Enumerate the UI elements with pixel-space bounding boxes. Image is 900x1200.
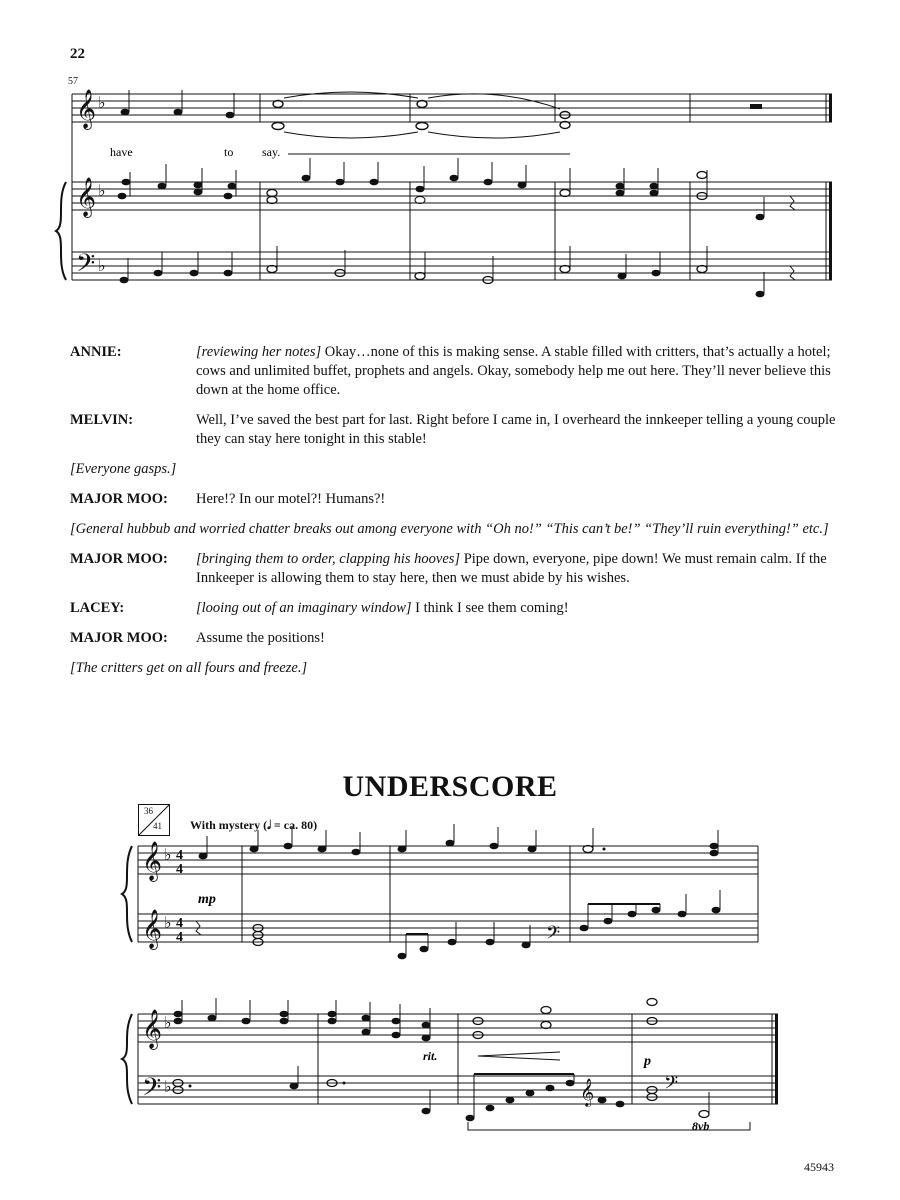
lyric-say: say.	[262, 145, 281, 159]
bass-clef-icon: 𝄢	[76, 249, 96, 284]
ottava-marking: 8vb	[692, 1119, 710, 1133]
svg-text:𝄞: 𝄞	[580, 1078, 595, 1106]
flat-icon: ♭	[164, 915, 172, 932]
svg-text:𝄢: 𝄢	[546, 923, 561, 948]
stage-direction: [looing out of an imaginary window]	[196, 600, 412, 616]
stage-direction: [General hubbub and worried chatter breaks out among everyone with “Oh no!” “This can’t be!” “They’ll ruin everything!” etc.]	[70, 521, 829, 537]
flat-icon: ♭	[164, 1079, 172, 1096]
catalog-number: 45943	[804, 1160, 834, 1174]
time-signature: 4	[176, 862, 183, 877]
dialogue-text: Pipe down, everyone, pipe down! We must remain calm. If the Innkeeper is allowing them to stay here, then we must abide by his wishes.	[196, 551, 827, 586]
underscore-treble-notes-1	[199, 824, 719, 859]
score-system-vocal-piano	[0, 0, 900, 330]
svg-text:𝄢: 𝄢	[664, 1073, 679, 1098]
stage-direction: [bringing them to order, clapping his hooves]	[196, 551, 461, 567]
speaker-name: MAJOR MOO:	[70, 551, 168, 567]
speaker-name: MELVIN:	[70, 412, 134, 428]
time-signature: 4	[176, 848, 183, 863]
piano-brace	[56, 182, 66, 280]
dialogue-line	[70, 343, 840, 400]
dialogue-line	[70, 599, 840, 618]
measure-number: 57	[68, 76, 78, 87]
piano-treble-staff	[72, 182, 832, 210]
piano-brace	[122, 1014, 132, 1104]
speaker-name: MAJOR MOO:	[70, 630, 168, 646]
underscore-bass-notes-2	[173, 1066, 709, 1121]
hairpin	[478, 1052, 560, 1060]
score-underscore	[0, 830, 900, 1140]
dialogue-text: Assume the positions!	[196, 630, 325, 646]
speaker-name: MAJOR MOO:	[70, 491, 168, 507]
treble-clef-icon: 𝄞	[76, 89, 97, 129]
flat-icon: ♭	[164, 1015, 172, 1032]
lyric-to: to	[224, 145, 234, 159]
dialogue-text: Here!? In our motel?! Humans?!	[196, 491, 386, 507]
tempo-marking: With mystery (𝅗𝅥 = ca. 80)	[190, 818, 318, 832]
speaker-name: ANNIE:	[70, 344, 122, 360]
bass-clef-icon: 𝄢	[142, 1073, 162, 1108]
script-dialogue	[70, 343, 840, 689]
piano-brace	[122, 846, 132, 942]
time-signature: 4	[176, 930, 183, 945]
flat-icon: ♭	[164, 847, 172, 864]
section-title: UNDERSCORE	[342, 770, 558, 803]
stage-direction: [Everyone gasps.]	[70, 461, 177, 477]
flat-icon: ♭	[98, 183, 106, 200]
lyric-have: have	[110, 145, 133, 159]
dynamic-p: p	[644, 1054, 651, 1069]
flat-icon: ♭	[98, 258, 106, 275]
dialogue-line	[70, 550, 840, 588]
dialogue-line	[70, 411, 840, 449]
dynamic-mp: mp	[198, 892, 216, 907]
stage-direction: [The critters get on all fours and freeze.]	[70, 660, 308, 676]
dialogue-line	[70, 490, 840, 509]
vocal-staff	[72, 94, 832, 122]
flat-icon: ♭	[98, 95, 106, 112]
treble-clef-icon: 𝄞	[142, 909, 163, 949]
rehearsal-top: 36	[144, 806, 153, 816]
dialogue-text: I think I see them coming!	[415, 600, 569, 616]
stage-direction: [reviewing her notes]	[196, 344, 322, 360]
rit-marking: rit.	[423, 1049, 438, 1063]
dialogue-text: Well, I’ve saved the best part for last. Right before I came in, I overheard the innkeeper telling a young couple they can stay here tonight in this stable!	[196, 412, 836, 447]
piano-bass-staff	[72, 252, 832, 280]
time-signature: 4	[176, 916, 183, 931]
underscore-lower-notes-1	[196, 890, 721, 959]
rehearsal-bottom: 41	[153, 821, 162, 831]
treble-clef-icon: 𝄞	[76, 177, 97, 217]
piano-bass-notes	[120, 246, 796, 297]
treble-clef-icon: 𝄞	[142, 1009, 163, 1049]
speaker-name: LACEY:	[70, 600, 125, 616]
dialogue-line	[70, 629, 840, 648]
dialogue-text: Okay…none of this is making sense. A stable filled with critters, that’s actually a hotel; cows and unlimited buffet, prophets and angels. Okay, somebody help me out here. They’ll never believe this down at the home office.	[196, 344, 831, 398]
treble-clef-icon: 𝄞	[142, 841, 163, 881]
page-number: 22	[70, 46, 85, 62]
